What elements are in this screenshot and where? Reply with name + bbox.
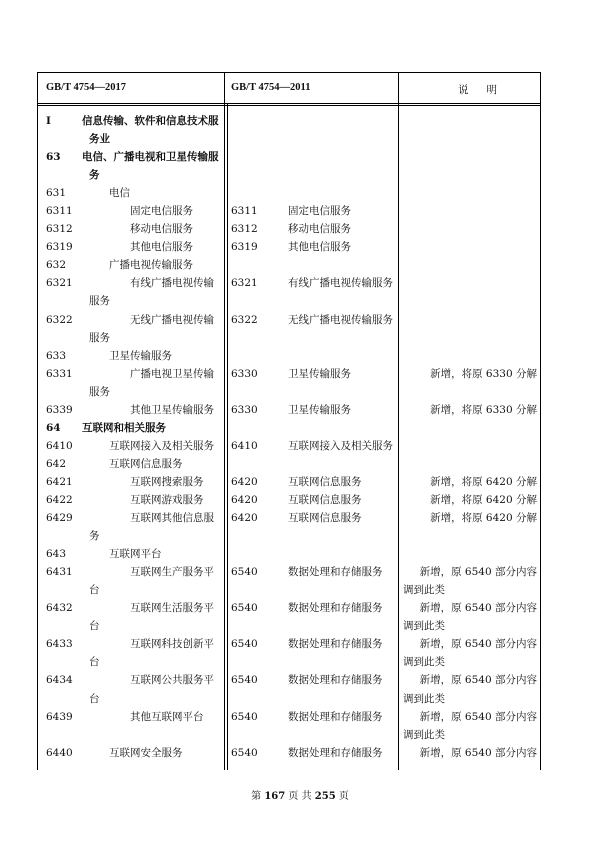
code-2011: 6410 xyxy=(231,439,258,452)
table-row xyxy=(0,527,600,545)
name-2017: 其他电信服务 xyxy=(130,241,193,254)
table-row xyxy=(0,401,600,419)
name-2011: 数据处理和存储服务 xyxy=(288,674,383,687)
code-2011: 6322 xyxy=(231,313,258,326)
code-2017: 63 xyxy=(46,151,61,164)
code-2017: 6422 xyxy=(46,493,73,506)
name-2017: 电信 xyxy=(109,187,130,200)
table-row xyxy=(0,509,600,527)
table-row xyxy=(0,365,600,383)
table-row xyxy=(0,112,600,130)
name-2011: 数据处理和存储服务 xyxy=(288,710,383,723)
name-2017: 其他互联网平台 xyxy=(130,710,204,723)
name-2017: 互联网科技创新平 xyxy=(130,638,214,651)
table-row xyxy=(0,726,600,744)
code-2011: 6420 xyxy=(231,475,258,488)
table-row xyxy=(0,383,600,401)
header-col-2017: GB/T 4754—2017 xyxy=(46,82,127,93)
note-text: 新增，原 6540 部分内容 xyxy=(419,746,537,759)
note-text: 新增，将原 6330 分解 xyxy=(430,367,537,380)
code-2017: 6429 xyxy=(46,512,73,525)
code-2017: 6339 xyxy=(46,403,73,416)
table-row xyxy=(0,148,600,166)
note-text: 新增，原 6540 部分内容 xyxy=(419,710,537,723)
code-2017: 6439 xyxy=(46,710,73,723)
name-2017: 互联网平台 xyxy=(109,548,162,561)
page-footer xyxy=(0,787,600,802)
name-2017: 其他卫星传输服务 xyxy=(130,403,214,416)
code-2011: 6312 xyxy=(231,223,258,236)
name-2011: 数据处理和存储服务 xyxy=(288,638,383,651)
code-2011: 6319 xyxy=(231,241,258,254)
footer-middle: 页 共 xyxy=(288,791,312,802)
name-2017: 互联网信息服务 xyxy=(109,457,183,470)
footer-prefix: 第 xyxy=(251,791,262,802)
table-row xyxy=(0,563,600,581)
table-row xyxy=(0,653,600,671)
name-2011: 互联网信息服务 xyxy=(288,475,362,488)
header-bottom-border xyxy=(37,103,541,104)
name-2011: 固定电信服务 xyxy=(288,205,351,218)
code-2017: 6434 xyxy=(46,674,73,687)
table-row xyxy=(0,617,600,635)
table-row xyxy=(0,202,600,220)
name-2017: 互联网游戏服务 xyxy=(130,493,204,506)
code-2011: 6311 xyxy=(231,205,258,218)
table-row xyxy=(0,491,600,509)
table-row xyxy=(0,545,600,563)
code-2017: 6432 xyxy=(46,602,73,615)
code-2017: 631 xyxy=(46,187,67,200)
code-2017: 632 xyxy=(46,259,67,272)
code-2017: 6311 xyxy=(46,205,73,218)
table-row xyxy=(0,311,600,329)
name-2017: 广播电视卫星传输 xyxy=(130,367,214,380)
name-2017-continuation: 台 xyxy=(89,620,100,633)
name-2017: 互联网接入及相关服务 xyxy=(109,439,214,452)
name-2017: 互联网生活服务平 xyxy=(130,602,214,615)
table-row xyxy=(0,473,600,491)
name-2017: 有线广播电视传输 xyxy=(130,277,214,290)
name-2017-continuation: 服务 xyxy=(89,385,110,398)
table-row xyxy=(0,455,600,473)
name-2011: 其他电信服务 xyxy=(288,241,351,254)
table-row xyxy=(0,744,600,762)
code-2011: 6540 xyxy=(231,602,258,615)
note-text-continuation: 调到此类 xyxy=(403,692,445,705)
table-row xyxy=(0,256,600,274)
code-2017: 6431 xyxy=(46,566,73,579)
code-2011: 6420 xyxy=(231,512,258,525)
header-col-2011: GB/T 4754—2011 xyxy=(231,82,311,93)
code-2017: 6319 xyxy=(46,241,73,254)
table-row xyxy=(0,220,600,238)
table-row xyxy=(0,347,600,365)
name-2017: 卫星传输服务 xyxy=(109,349,172,362)
code-2017: 6421 xyxy=(46,475,73,488)
code-2017: I xyxy=(46,115,51,127)
name-2017-continuation: 台 xyxy=(89,584,100,597)
table-row xyxy=(0,671,600,689)
note-text-continuation: 调到此类 xyxy=(403,656,445,669)
note-text: 新增，原 6540 部分内容 xyxy=(419,566,537,579)
name-2017: 互联网生产服务平 xyxy=(130,566,214,579)
code-2011: 6321 xyxy=(231,277,258,290)
code-2017: 64 xyxy=(46,421,61,434)
code-2017: 642 xyxy=(46,457,67,470)
table-row xyxy=(0,130,600,148)
name-2017-continuation: 服务 xyxy=(89,295,110,308)
table-row xyxy=(0,166,600,184)
code-2017: 6440 xyxy=(46,746,73,759)
code-2011: 6420 xyxy=(231,493,258,506)
code-2011: 6540 xyxy=(231,638,258,651)
code-2011: 6540 xyxy=(231,674,258,687)
note-text-continuation: 调到此类 xyxy=(403,584,445,597)
header-col-note xyxy=(458,82,515,97)
total-pages: 255 xyxy=(314,791,336,802)
code-2011: 6540 xyxy=(231,746,258,759)
name-2011: 数据处理和存储服务 xyxy=(288,746,383,759)
name-2011: 数据处理和存储服务 xyxy=(288,602,383,615)
table-row xyxy=(0,599,600,617)
name-2017: 互联网和相关服务 xyxy=(82,421,166,434)
classification-table-body xyxy=(0,112,600,762)
table-row xyxy=(0,238,600,256)
note-text: 新增，原 6540 部分内容 xyxy=(419,602,537,615)
name-2011: 互联网接入及相关服务 xyxy=(288,439,393,452)
code-2011: 6330 xyxy=(231,367,258,380)
table-row xyxy=(0,274,600,292)
code-2017: 643 xyxy=(46,548,67,561)
name-2017: 无线广播电视传输 xyxy=(130,313,214,326)
name-2017: 固定电信服务 xyxy=(130,205,193,218)
table-row xyxy=(0,329,600,347)
table-row xyxy=(0,184,600,202)
header-note-text: 说明 xyxy=(458,84,515,96)
name-2011: 互联网信息服务 xyxy=(288,512,362,525)
table-row xyxy=(0,635,600,653)
name-2017: 广播电视传输服务 xyxy=(109,259,193,272)
note-text: 新增，将原 6420 分解 xyxy=(430,493,537,506)
code-2017: 633 xyxy=(46,349,67,362)
name-2017: 互联网搜索服务 xyxy=(130,475,204,488)
header-sub-border xyxy=(37,105,541,106)
table-row xyxy=(0,292,600,310)
name-2017-continuation: 服务 xyxy=(89,331,110,344)
footer-suffix: 页 xyxy=(338,791,349,802)
name-2017: 移动电信服务 xyxy=(130,223,193,236)
name-2017-continuation: 务 xyxy=(89,530,100,543)
code-2017: 6331 xyxy=(46,367,73,380)
table-top-border xyxy=(37,72,541,73)
name-2011: 移动电信服务 xyxy=(288,223,351,236)
current-page: 167 xyxy=(264,791,286,802)
name-2011: 卫星传输服务 xyxy=(288,367,351,380)
code-2011: 6540 xyxy=(231,710,258,723)
name-2017: 互联网安全服务 xyxy=(109,746,183,759)
table-row xyxy=(0,419,600,437)
code-2017: 6433 xyxy=(46,638,73,651)
name-2017-continuation: 务 xyxy=(89,169,100,182)
name-2017-continuation: 务业 xyxy=(89,133,110,146)
name-2011: 互联网信息服务 xyxy=(288,493,362,506)
code-2017: 6322 xyxy=(46,313,73,326)
name-2011: 数据处理和存储服务 xyxy=(288,566,383,579)
name-2017: 互联网公共服务平 xyxy=(130,674,214,687)
note-text: 新增，原 6540 部分内容 xyxy=(419,638,537,651)
note-text: 新增，将原 6420 分解 xyxy=(430,512,537,525)
note-text: 新增，将原 6420 分解 xyxy=(430,475,537,488)
name-2017: 信息传输、软件和信息技术服 xyxy=(82,115,219,127)
table-row xyxy=(0,690,600,708)
name-2011: 无线广播电视传输服务 xyxy=(288,313,393,326)
note-text-continuation: 调到此类 xyxy=(403,728,445,741)
table-row xyxy=(0,708,600,726)
table-row xyxy=(0,437,600,455)
name-2011: 卫星传输服务 xyxy=(288,403,351,416)
name-2011: 有线广播电视传输服务 xyxy=(288,277,393,290)
name-2017: 电信、广播电视和卫星传输服 xyxy=(82,151,219,164)
name-2017-continuation: 台 xyxy=(89,692,100,705)
code-2011: 6330 xyxy=(231,403,258,416)
note-text: 新增，原 6540 部分内容 xyxy=(419,674,537,687)
note-text: 新增，将原 6330 分解 xyxy=(430,403,537,416)
code-2011: 6540 xyxy=(231,566,258,579)
code-2017: 6410 xyxy=(46,439,73,452)
note-text-continuation: 调到此类 xyxy=(403,620,445,633)
code-2017: 6312 xyxy=(46,223,73,236)
name-2017-continuation: 台 xyxy=(89,656,100,669)
name-2017: 互联网其他信息服 xyxy=(130,512,214,525)
code-2017: 6321 xyxy=(46,277,73,290)
table-row xyxy=(0,581,600,599)
